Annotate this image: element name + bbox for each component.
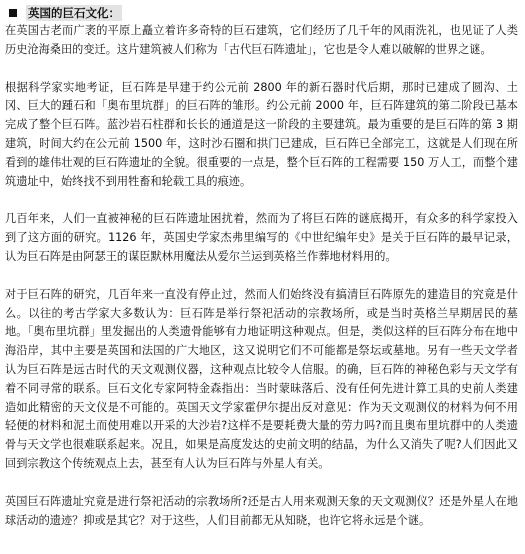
paragraph-spacer <box>5 191 518 210</box>
paragraph-conclusion: 英国巨石阵遗址究竟是进行祭祀活动的宗教场所?还是古人用来观测天象的天文观测仪？还是外星人在地球活动的遗迹？抑或是其它？对于这些，人们目前都无从知晓，也许它将永远是个谜。 <box>5 494 518 527</box>
square-bullet-icon <box>9 9 17 17</box>
section-heading-text: 英国的巨石文化： <box>28 6 120 20</box>
paragraph-theories: 对于巨石阵的研究，几百年来一直没有停止过，然而人们始终没有搞清巨石阵原先的建造目的究竟是什么。以往的考古学家大多数认为：巨石阵是举行祭祀活动的宗教场所，或是当时英格兰早期居民的墓地。「奥布里坑群」里发掘出的人类遗骨能够有力地证明这种观点。但是，类似这样的巨石阵分布在地中海沿岸，其中主要是英国和法国的广大地区，这又说明它们不可能都是祭坛或墓地。另有一些天文学者认为巨石阵是远古时代的天文观测仪器，这种观点比较令人信服。的确，巨石阵的神秘色彩与天文学有着不同寻常的联系。巨石文化专家阿特金森指出：当时蒙昧落后、没有任何先进计算工具的史前人类建造如此精密的天文仪是不可能的。英国天文学家霍伊尔提出反对意见：作为天文观测仪的材料为何不用轻便的材料和泥土而使用难以开采的大沙岩?这样不是要耗费大量的劳力吗?而且奥布里坑群中的人类遗骨与天文学也很难联系起来。况且，如果是高度发达的史前文明的结晶，为什么又消失了呢?人们因此又回到宗教这个传统观点上去，甚至有人认为巨石阵与外星人有关。 <box>5 287 518 470</box>
paragraph-research: 几百年来，人们一直被神秘的巨石阵遗址困扰着，然而为了将巨石阵的谜底揭开，有众多的科学家投入到了这方面的研究。1126 年，英国史学家杰弗里编写的《中世纪编年史》是关于巨石阵的最早记录，认为巨石阵是由阿瑟王的谋臣默林用魔法从爱尔兰运到英格兰作葬地材料用的。 <box>5 212 518 263</box>
paragraph-spacer <box>5 60 518 79</box>
section-heading <box>5 4 518 22</box>
paragraph-spacer <box>5 474 518 493</box>
paragraph-history: 根据科学家实地考证，巨石阵是早建于约公元前 2800 年的新石器时代后期，那时已建成了圆沟、土冈、巨大的踵石和「奥布里坑群」的巨石阵的雏形。约公元前 2000 年，巨石阵建筑的第二阶段已基本完成了整个巨石阵。蓝沙岩石柱群和长长的通道是这一阶段的主要建筑。最为重要的是巨石阵的第 3 期建筑，时间大约在公元前 1500 年，这时沙石圈和拱门已建成，巨石阵已全部完工，这就是人们现在所看到的雄伟壮观的巨石阵遗址的全貌。很重要的一点是，整个巨石阵的工程需要 150 万人工，而整个建筑遗址中，始终找不到用牲畜和轮载工具的痕迹。 <box>5 80 518 188</box>
paragraph-spacer <box>5 267 518 286</box>
document <box>5 4 518 530</box>
paragraph-intro: 在英国古老而广袤的平原上矗立着许多奇特的巨石建筑，它们经历了几千年的风雨洗礼，也见证了人类历史沧海桑田的变迁。这片建筑被人们称为「古代巨石阵遗址」，它也是令人难以破解的世界之谜。 <box>5 24 518 56</box>
